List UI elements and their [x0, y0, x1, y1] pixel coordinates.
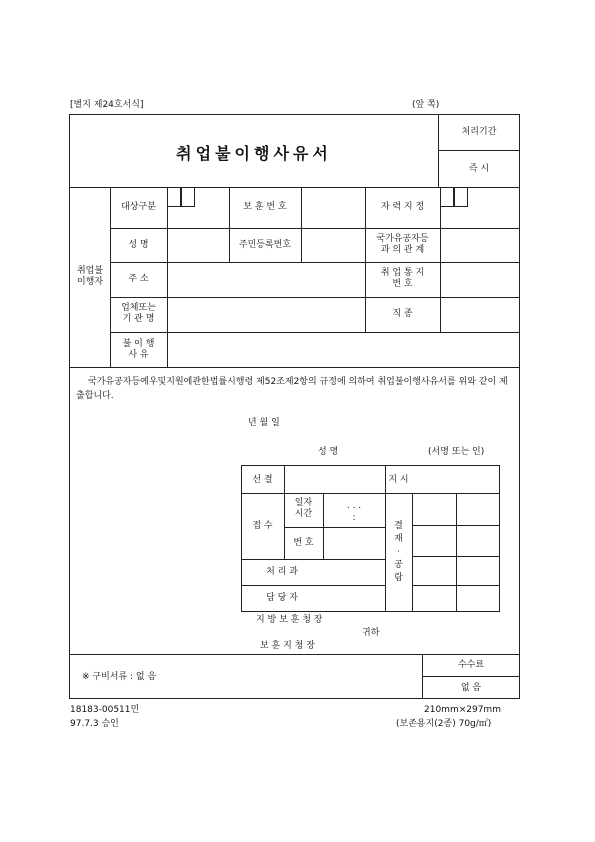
notice-number-label: 취 업 통 지 번 호: [380, 268, 425, 289]
receipt-label: 접 수: [252, 521, 273, 531]
date-time-label: 일자 시간: [294, 498, 313, 519]
page-side: (앞 쪽): [412, 100, 440, 110]
recipient-line-1: 지 방 보 훈 청 장: [256, 615, 323, 625]
category-checkbox-1[interactable]: [167, 187, 181, 207]
date-line: 년 월 일: [248, 418, 280, 428]
processing-period-label: 처리기간: [461, 127, 497, 137]
statement-text: 국가유공자등예우및지원에관한법률시행령 제52조제2항의 규정에 의하여 취업불이행사유서를 위와 같이 제출합니다.: [76, 377, 508, 401]
footer-size: 210mm×297mm: [424, 705, 501, 715]
recipient-honorific: 귀하: [362, 628, 380, 638]
position-label: 직 종: [392, 309, 413, 319]
number-label: 번 호: [293, 538, 314, 548]
approval-label: 결 재 · 공 람: [394, 521, 403, 583]
processing-period-value: 즉 시: [468, 164, 490, 174]
time-placeholder: :: [352, 513, 356, 523]
category-label: 대상구분: [121, 202, 156, 212]
reason-label: 불 이 행 사 유: [122, 339, 155, 360]
protection-number-label: 보 훈 번 호: [243, 202, 287, 212]
office-use-table: [241, 465, 500, 612]
review-label: 선 결: [252, 475, 273, 485]
category-checkbox-2[interactable]: [181, 187, 195, 207]
footer-approval: 97.7.3 승인: [70, 719, 119, 729]
qualification-label: 자 력 지 정: [380, 202, 425, 212]
name-label: 성 명: [128, 240, 149, 250]
fee-value: 없 음: [460, 683, 482, 693]
sign-note: (서명 또는 인): [428, 447, 485, 457]
recipient-line-2: 보 훈 지 청 장: [260, 641, 315, 651]
attachments-text: ※ 구비서류 : 없 음: [82, 672, 157, 682]
relation-label: 국가유공자등 과 의 관 계: [376, 234, 429, 255]
date-placeholder: . . .: [346, 501, 362, 511]
person-in-charge-label: 담 당 자: [266, 593, 298, 603]
applicant-group-label: 취업불 이행자: [76, 266, 104, 287]
form-number: [별지 제24호서식]: [70, 100, 144, 110]
address-label: 주 소: [128, 274, 149, 284]
qualification-checkbox-2[interactable]: [454, 187, 468, 207]
company-label: 업체또는 기 관 명: [121, 303, 156, 324]
resident-number-label: 주민등록번호: [238, 240, 292, 250]
footer-code: 18183-00511민: [70, 705, 140, 715]
form-title: 취업불이행사유서: [176, 144, 332, 163]
branch-label: 지 시: [388, 475, 409, 485]
footer-paper: (보존용지(2종) 70g/㎡): [396, 719, 492, 729]
fee-label: 수수료: [457, 660, 485, 670]
signer-name-label: 성 명: [318, 447, 339, 457]
processing-dept-label: 처 리 과: [266, 567, 298, 577]
qualification-checkbox-1[interactable]: [440, 187, 454, 207]
